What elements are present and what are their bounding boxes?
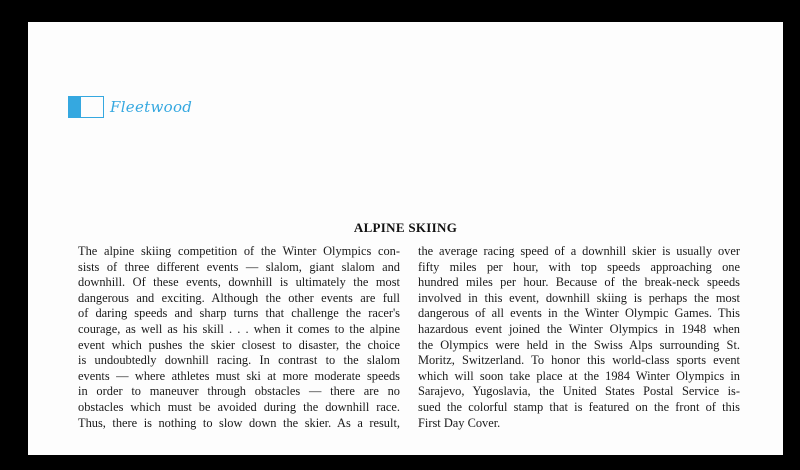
text-line: dangerous of all events in the Winter Olympic Games. This (418, 306, 740, 321)
text-line: The alpine skiing competition of the Winter Olympics con- (78, 244, 400, 258)
fleetwood-logo (68, 96, 192, 118)
text-line: events — where athletes must ski at more moderate speeds (78, 368, 400, 383)
logo-mark-icon (68, 96, 104, 118)
article-right-column (418, 244, 740, 431)
text-line: involved in this event, downhill skiing is perhaps the most (418, 290, 740, 305)
text-line: event which pushes the skier closest to disaster, the choice (78, 337, 400, 352)
text-line: hundred miles per hour. Because of the break-neck speeds (418, 275, 740, 290)
text-line: Moritz, Switzerland. To honor this world-class sports event (418, 353, 740, 368)
logo-wordmark: Fleetwood (110, 98, 193, 116)
text-line: which will soon take place at the 1984 Winter Olympics in (418, 368, 740, 383)
text-line: downhill. Of these events, downhill is ultimately the most (78, 275, 400, 290)
text-line: hazardous event joined the Winter Olympics in 1948 when (418, 321, 740, 336)
text-line: the average racing speed of a downhill skier is usually over (418, 244, 740, 258)
text-line: dangerous and exciting. Although the other events are full (78, 290, 400, 305)
logo-mark-fill (69, 97, 81, 117)
text-line: is undoubtedly downhill racing. In contrast to the slalom (78, 353, 400, 368)
text-line: the Olympics were held in the Swiss Alps surrounding St. (418, 337, 740, 352)
text-line: in order to maneuver through obstacles — there are no (78, 384, 400, 399)
article-left-column (78, 244, 400, 431)
text-line: obstacles which must be avoided during the downhill race. (78, 399, 400, 414)
text-line: First Day Cover. (418, 415, 501, 430)
text-line: sued the colorful stamp that is featured on the front of this (418, 399, 740, 414)
article-title: ALPINE SKIING (353, 220, 458, 235)
text-line: Sarajevo, Yugoslavia, the United States Postal Service is- (418, 384, 740, 399)
first-day-cover-card (28, 22, 783, 455)
text-line: of daring speeds and sharp turns that challenge the racer's (78, 306, 400, 321)
text-line: sists of three different events — slalom, giant slalom and (78, 259, 400, 274)
text-line: fifty miles per hour, with top speeds approaching one (418, 259, 740, 274)
text-line: Thus, there is nothing to slow down the skier. As a result, (78, 415, 400, 430)
text-line: courage, as well as his skill . . . when it comes to the alpine (78, 321, 400, 336)
